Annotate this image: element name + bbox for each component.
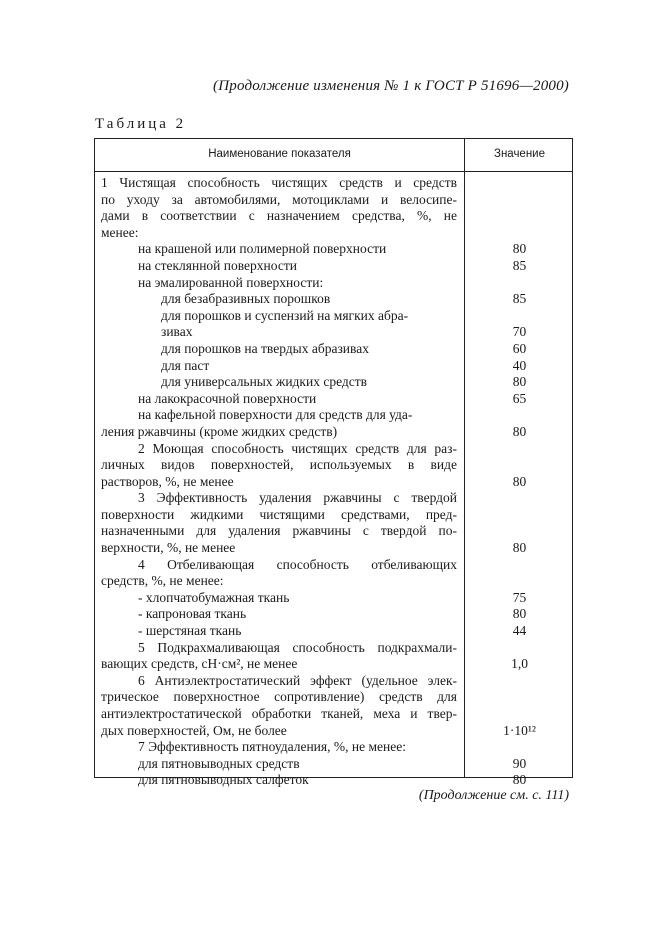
table-row (95, 424, 572, 441)
indicator-value: 1·10¹² (503, 722, 536, 738)
indicator-text: 4 Отбеливающая способность отбеливающих (138, 556, 457, 572)
indicator-text: дых поверхностей, Ом, не более (101, 722, 287, 738)
table-row (95, 175, 572, 192)
indicator-text: менее: (101, 224, 139, 240)
indicator-text: 6 Антиэлектростатический эффект (удельное элек- (138, 672, 457, 688)
indicator-text: дами в соответствии с назначением средства, %, не (101, 208, 457, 224)
table-row (95, 723, 572, 740)
indicator-text: верхности, %, не менее (101, 540, 236, 556)
indicator-text: 1 Чистящая способность чистящих средств и средств (101, 175, 457, 190)
column-header-value: Значение (494, 148, 545, 160)
indicator-text: растворов, %, не менее (101, 473, 234, 489)
table-row (95, 341, 572, 358)
table-row (95, 673, 572, 690)
indicator-text: для безабразивных порошков (161, 291, 331, 307)
table-row (95, 623, 572, 640)
indicator-value: 80 (512, 540, 527, 556)
table-row (95, 557, 572, 574)
indicator-value: 44 (512, 623, 527, 639)
indicator-value: 80 (512, 241, 527, 257)
indicator-text: для порошков и суспензий на мягких абра- (161, 307, 409, 323)
indicator-text: - шерстяная ткань (138, 623, 242, 639)
indicator-value: 65 (512, 390, 527, 406)
column-header-name: Наименование показателя (208, 148, 351, 160)
indicator-text: - хлопчатобумажная ткань (138, 589, 290, 605)
indicator-text: поверхности жидкими чистящими средствами, пред- (101, 506, 457, 522)
table-row (95, 640, 572, 657)
indicator-value: 1,0 (511, 656, 528, 672)
table-row (95, 374, 572, 391)
indicator-value: 80 (512, 473, 527, 489)
indicator-text: для универсальных жидких средств (161, 374, 368, 390)
indicator-text: 5 Подкрахмаливающая способность подкрахмали- (138, 639, 457, 655)
table-row (95, 523, 572, 540)
table-row (95, 324, 572, 341)
indicator-text: ления ржавчины (кроме жидких средств) (101, 423, 338, 439)
continuation-footer: (Продолжение см. с. 111) (418, 788, 569, 803)
indicator-text: зивах (161, 324, 193, 340)
table-row (95, 474, 572, 491)
table-row (95, 590, 572, 607)
table-row (95, 507, 572, 524)
indicator-value: 85 (512, 257, 527, 273)
table-row (95, 391, 572, 408)
indicator-text: 2 Моющая способность чистящих средств для раз- (138, 440, 457, 456)
indicator-text: для пятновыводных салфеток (138, 772, 309, 788)
indicator-text: средств, %, не менее: (101, 573, 224, 589)
table-row (95, 358, 572, 375)
indicator-text: на крашеной или полимерной поверхности (138, 241, 387, 257)
table-row (95, 656, 572, 673)
table-row (95, 192, 572, 209)
table-row (95, 441, 572, 458)
indicator-text: для пятновыводных средств (138, 755, 300, 771)
indicator-value: 80 (512, 374, 527, 390)
table-row (95, 241, 572, 258)
table-row (95, 490, 572, 507)
header-divider (95, 171, 572, 172)
table-row (95, 291, 572, 308)
indicator-text: 3 Эффективность удаления ржавчины с твердой (138, 490, 457, 506)
table-row (95, 606, 572, 623)
indicator-text: на стеклянной поверхности (138, 257, 297, 273)
table-row (95, 308, 572, 325)
indicator-text: личных видов поверхностей, используемых в виде (101, 457, 457, 473)
indicator-text: трическое поверхностное сопротивление) средств для (101, 689, 457, 705)
indicator-text: на эмалированной поверхности: (138, 274, 324, 290)
table-row (95, 258, 572, 275)
indicator-value: 90 (512, 755, 527, 771)
table-row (95, 756, 572, 773)
indicator-value: 80 (512, 423, 527, 439)
indicator-value: 60 (512, 340, 527, 356)
table-row (95, 208, 572, 225)
table-row (95, 689, 572, 706)
table-row (95, 275, 572, 292)
table-row (95, 225, 572, 242)
indicator-value: 85 (512, 291, 527, 307)
indicator-value: 80 (512, 606, 527, 622)
indicator-text: на кафельной поверхности для средств для уда- (138, 407, 413, 423)
indicator-value: 40 (512, 357, 527, 373)
table-body (95, 175, 572, 789)
indicator-text: на лакокрасочной поверхности (138, 390, 317, 406)
indicator-text: 7 Эффективность пятноудаления, %, не менее: (138, 739, 406, 755)
continuation-header: (Продолжение изменения № 1 к ГОСТ Р 51696—2000) (213, 78, 569, 94)
indicator-value: 75 (512, 589, 527, 605)
table-caption: Таблица 2 (95, 116, 187, 132)
table-row (95, 540, 572, 557)
indicator-value: 80 (512, 772, 527, 788)
indicator-text: для паст (161, 357, 210, 373)
indicators-table (94, 138, 573, 788)
table-row (95, 457, 572, 474)
indicator-text: антиэлектростатической обработки тканей, меха и твер- (101, 706, 457, 721)
indicator-text: по уходу за автомобилями, мотоциклами и велосипе- (101, 191, 457, 207)
indicator-text: - капроновая ткань (138, 606, 247, 622)
indicator-value: 70 (512, 324, 527, 340)
table-row (95, 706, 572, 723)
indicator-text: для порошков на твердых абразивах (161, 340, 369, 356)
table-row (95, 573, 572, 590)
table-row (95, 739, 572, 756)
table-row (95, 772, 572, 789)
indicator-text: назначенными для удаления ржавчины с твердой по- (101, 523, 457, 539)
table-row (95, 407, 572, 424)
indicator-text: вающих средств, сН·см², не менее (101, 656, 298, 672)
